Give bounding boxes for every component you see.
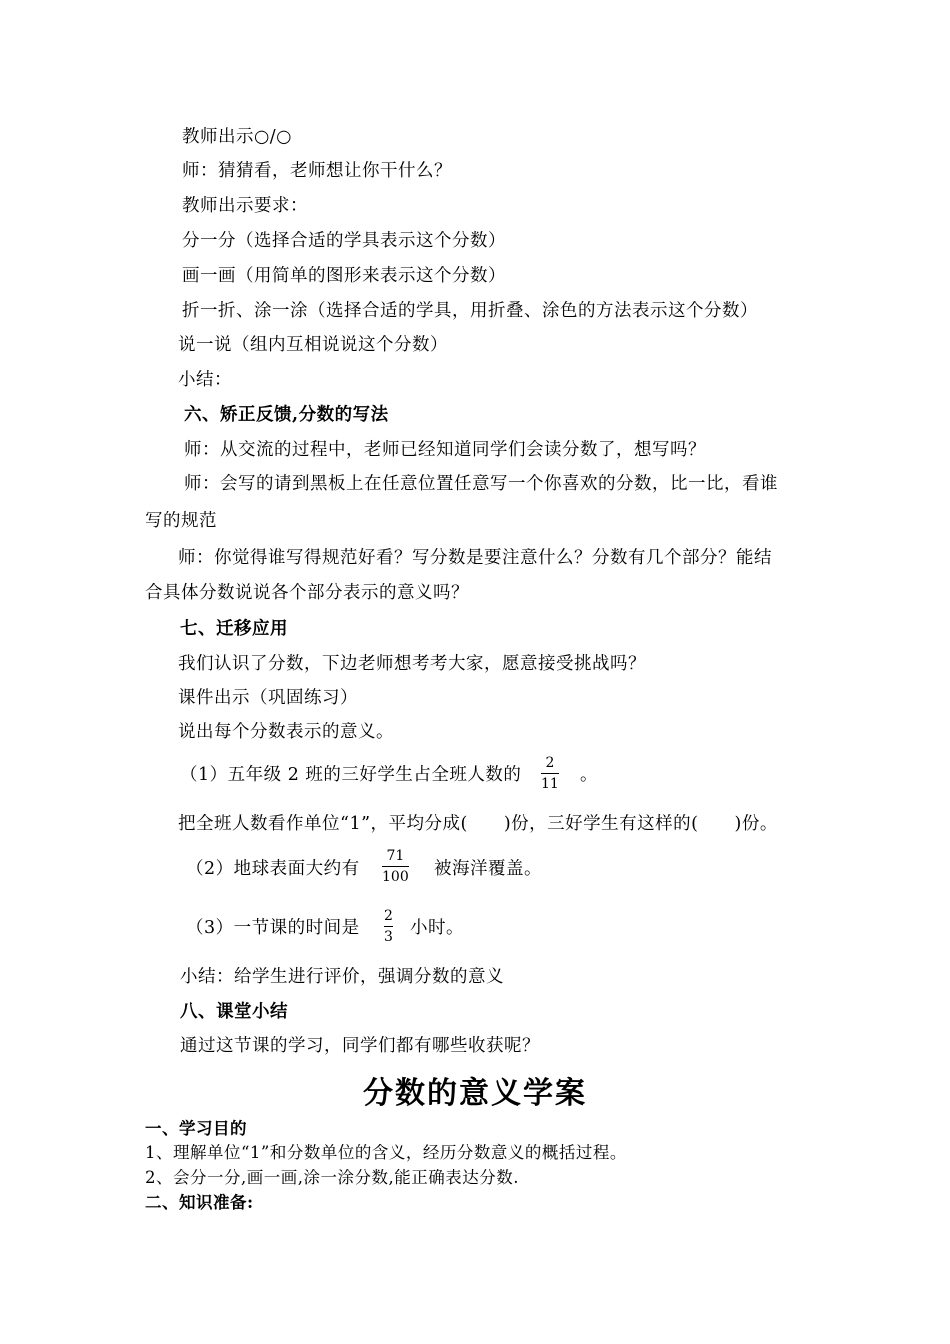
- line-guess: 师：猜猜看，老师想让你干什么？: [182, 161, 452, 181]
- heading-seven: 七、迁移应用: [180, 619, 288, 639]
- fraction-denominator: 11: [541, 776, 559, 792]
- fraction-denominator: 3: [384, 929, 393, 945]
- question-2-end: 被海洋覆盖。: [434, 859, 542, 879]
- line-harvest: 通过这节课的学习，同学们都有哪些收获呢？: [180, 1036, 540, 1056]
- line-summary-evaluate: 小结：给学生进行评价，强调分数的意义: [180, 967, 504, 987]
- line-meaning: 说出每个分数表示的意义。: [178, 722, 394, 742]
- heading-six: 六、矫正反馈,分数的写法: [184, 405, 389, 425]
- question-1-fill: 把全班人数看作单位“1”，平均分成( )份，三好学生有这样的( )份。: [178, 814, 778, 834]
- fraction-numerator: 2: [545, 755, 555, 771]
- fraction-numerator: 2: [384, 908, 393, 924]
- line-which-standard: 师：你觉得谁写得规范好看？写分数是要注意什么？分数有几个部分？能结: [178, 548, 772, 568]
- fraction-numerator: 71: [386, 848, 405, 864]
- line-requirements: 教师出示要求：: [182, 196, 308, 216]
- line-teacher-write: 师：从交流的过程中，老师已经知道同学们会读分数了，想写吗？: [184, 440, 706, 460]
- heading-knowledge-prep: 二、知识准备:: [145, 1193, 254, 1212]
- fraction-bar: [384, 926, 393, 927]
- fraction-2-11: [541, 755, 559, 792]
- line-write-board-cont: 写的规范: [145, 511, 217, 531]
- page-title: 分数的意义学案: [363, 1076, 587, 1111]
- fraction-bar: [541, 773, 559, 774]
- line-say: 说一说（组内互相说说这个分数）: [178, 335, 448, 355]
- fraction-denominator: 100: [382, 869, 409, 885]
- line-summary: 小结：: [178, 370, 232, 390]
- heading-learning-goal: 一、学习目的: [145, 1119, 247, 1138]
- line-courseware: 课件出示（巩固练习）: [178, 688, 358, 708]
- question-1-text: （1）五年级 2 班的三好学生占全班人数的: [180, 765, 522, 785]
- goal-2: 2、会分一分,画一画,涂一涂分数,能正确表达分数.: [145, 1168, 519, 1187]
- fraction-bar: [382, 866, 409, 867]
- line-fold-color: 折一折、涂一涂（选择合适的学具，用折叠、涂色的方法表示这个分数）: [182, 301, 758, 321]
- heading-eight: 八、课堂小结: [180, 1002, 288, 1022]
- line-draw: 画一画（用简单的图形来表示这个分数）: [182, 266, 506, 286]
- question-3-end: 小时。: [410, 918, 464, 938]
- question-1-end: 。: [580, 765, 598, 785]
- line-divide: 分一分（选择合适的学具表示这个分数）: [182, 231, 506, 251]
- goal-1: 1、理解单位“1”和分数单位的含义，经历分数意义的概括过程。: [145, 1143, 627, 1162]
- line-teacher-shows: 教师出示○/○: [182, 127, 292, 147]
- line-challenge: 我们认识了分数，下边老师想考考大家，愿意接受挑战吗？: [178, 654, 646, 674]
- question-3-text: （3）一节课的时间是: [186, 918, 360, 938]
- line-which-standard-cont: 合具体分数说说各个部分表示的意义吗？: [145, 583, 469, 603]
- fraction-2-3: [384, 908, 393, 945]
- line-write-board: 师：会写的请到黑板上在任意位置任意写一个你喜欢的分数，比一比，看谁: [184, 474, 778, 494]
- fraction-71-100: [382, 848, 409, 885]
- question-2-text: （2）地球表面大约有: [186, 859, 360, 879]
